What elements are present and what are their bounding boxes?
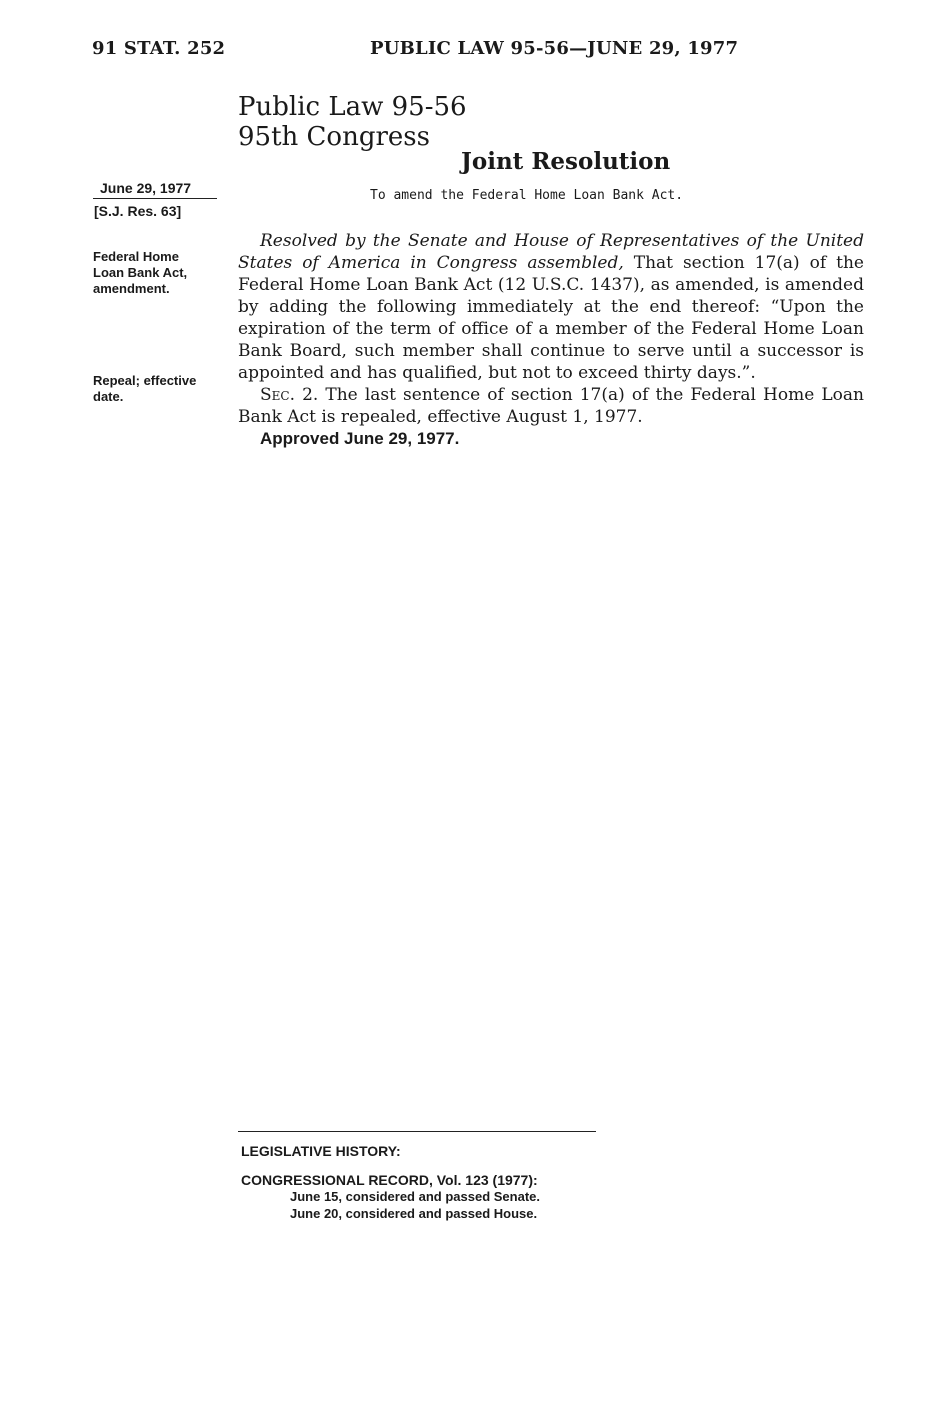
margin-note-amendment: Federal Home Loan Bank Act, amendment. — [93, 249, 188, 296]
section-2-label: Sec. 2. — [260, 385, 319, 405]
margin-divider — [93, 198, 217, 199]
congressional-record: CONGRESSIONAL RECORD, Vol. 123 (1977): — [241, 1172, 538, 1188]
margin-bill-number: [S.J. Res. 63] — [94, 203, 182, 219]
history-divider — [238, 1131, 596, 1132]
section-1-text: That section 17(a) of the Federal Home Loan Bank Act (12 U.S.C. 1437), as amended, is amended by adding the following immediately at the end thereof: “Upon the expiration of the term of office of a member of the Federal Home Loan Bank Board, such member shall continue to serve until a successor is appointed and has qualified, but not to exceed thirty days.”. — [238, 253, 864, 383]
approval-date: Approved June 29, 1977. — [260, 429, 460, 448]
resolution-body — [238, 230, 864, 428]
section-2-paragraph — [238, 384, 864, 428]
section-2-text: The last sentence of section 17(a) of the Federal Home Loan Bank Act is repealed, effective August 1, 1977. — [238, 385, 864, 427]
joint-resolution-heading: Joint Resolution — [461, 148, 671, 175]
running-title: PUBLIC LAW 95-56—JUNE 29, 1977 — [370, 38, 739, 59]
margin-note-repeal: Repeal; effective date. — [93, 373, 197, 404]
page-reference: 91 STAT. 252 — [92, 38, 226, 59]
history-entry: June 15, considered and passed Senate. — [290, 1189, 540, 1204]
section-1-paragraph — [238, 230, 864, 384]
legislative-history-title: LEGISLATIVE HISTORY: — [241, 1143, 401, 1159]
history-entry: June 20, considered and passed House. — [290, 1206, 538, 1221]
public-law-number: Public Law 95-56 — [238, 92, 467, 122]
congress-number: 95th Congress — [238, 122, 430, 152]
margin-date: June 29, 1977 — [100, 180, 192, 196]
resolution-purpose: To amend the Federal Home Loan Bank Act. — [370, 188, 684, 203]
enacting-clause: Resolved by the Senate and House of Representatives of the United States of America in Congress assembled, — [238, 231, 864, 273]
